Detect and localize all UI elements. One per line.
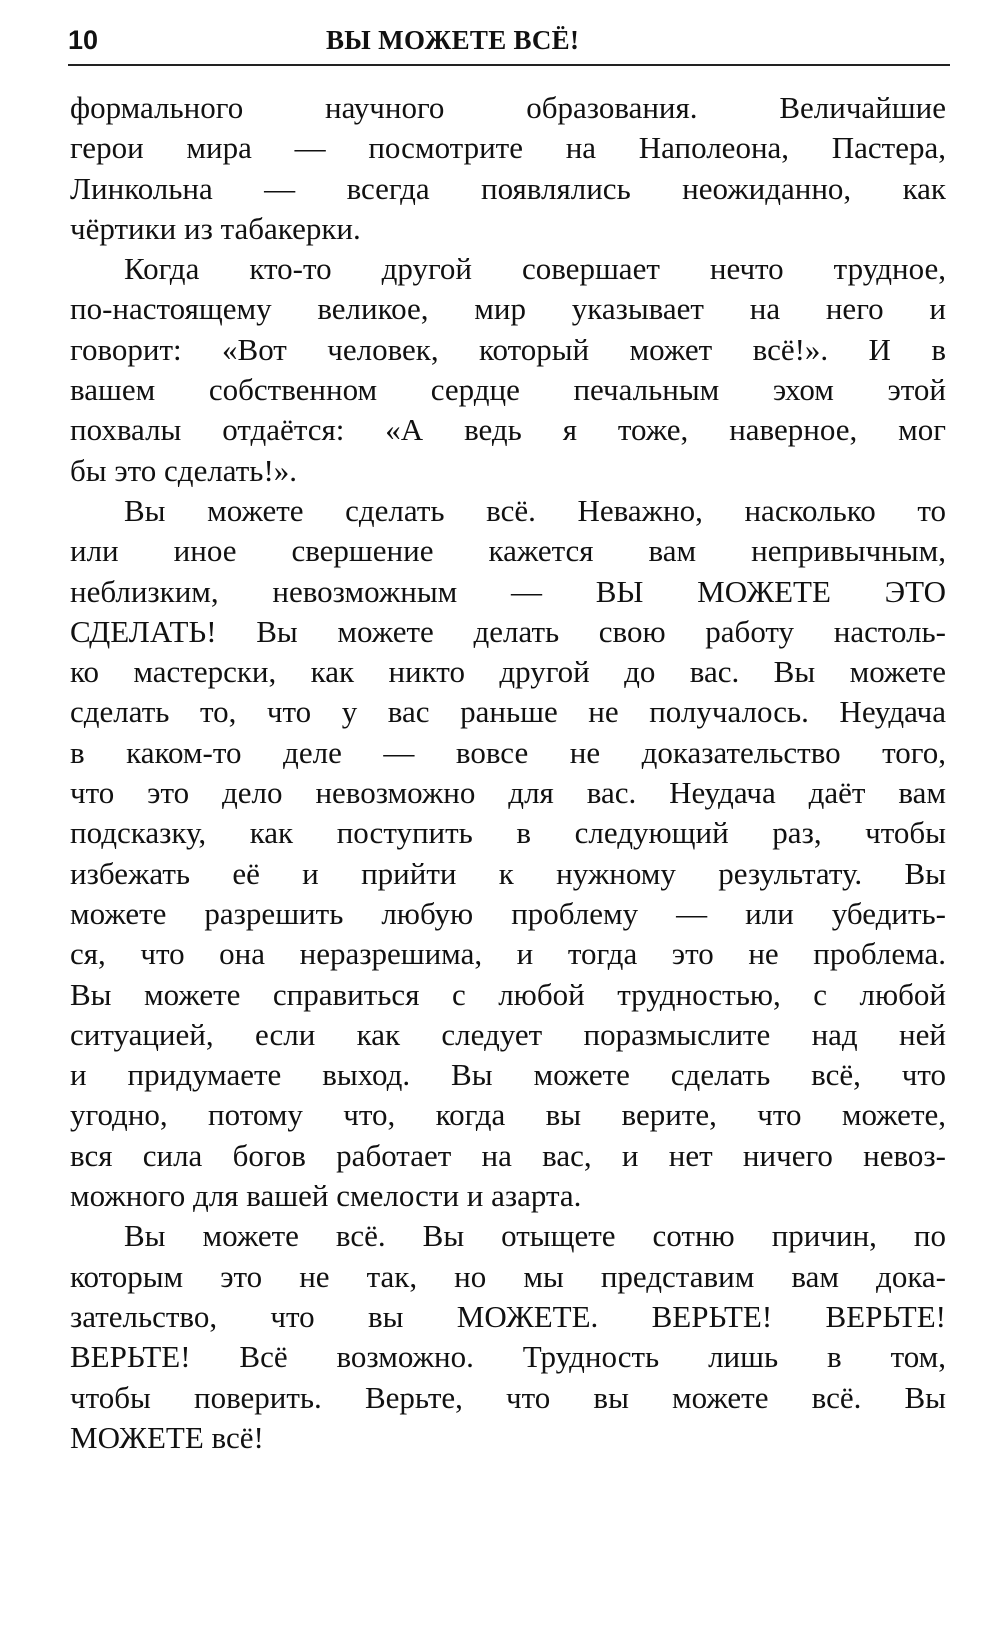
text-line: СДЕЛАТЬ! Вы можете делать свою работу настоль- [70,613,946,649]
text-line: чёртики из табакерки. [70,210,361,246]
text-line: зательство, что вы МОЖЕТЕ. ВЕРЬТЕ! ВЕРЬТЕ! [70,1298,946,1334]
text-line: Вы можете всё. Вы отыщете сотню причин, по [124,1218,946,1254]
text-line: подсказку, как поступить в следующий раз, чтобы [70,815,946,851]
text-line: ситуацией, если как следует поразмыслите над ней [70,1016,946,1052]
text-line: Когда кто-то другой совершает нечто трудное, [124,251,946,287]
text-line: или иное свершение кажется вам непривычным, [70,533,946,569]
text-line: ся, что она неразрешима, и тогда это не проблема. [70,936,946,972]
text-line: можного для вашей смелости и азарта. [70,1178,582,1214]
text-line: формального научного образования. Величайшие [70,90,946,125]
text-line: Линкольна — всегда появлялись неожиданно, как [70,170,946,206]
text-line: герои мира — посмотрите на Наполеона, Пастера, [70,130,946,166]
text-line: бы это сделать!». [70,452,298,488]
header-rule [68,64,950,66]
text-line: говорит: «Вот человек, который может всё!». И в [70,331,946,367]
text-line: которым это не так, но мы представим вам дока- [70,1258,946,1294]
text-line: МОЖЕТЕ всё! [70,1419,264,1455]
body-text [70,88,946,1458]
text-line: по-настоящему великое, мир указывает на него и [70,291,946,327]
running-head [68,22,950,62]
text-line: неблизким, невозможным — ВЫ МОЖЕТЕ ЭТО [70,573,946,609]
text-line: вся сила богов работает на вас, и нет ничего невоз- [70,1137,946,1173]
text-line: угодно, потому что, когда вы верите, что можете, [70,1097,946,1133]
text-line: чтобы поверить. Верьте, что вы можете всё. Вы [70,1379,946,1415]
text-line: и придумаете выход. Вы можете сделать всё, что [70,1057,946,1093]
text-line: можете разрешить любую проблему — или убедить- [70,895,946,931]
text-line: сделать то, что у вас раньше не получалось. Неудача [70,694,946,730]
text-line: что это дело невозможно для вас. Неудача даёт вам [70,775,946,811]
text-line: Вы можете справиться с любой трудностью, с любой [70,976,946,1012]
text-line: ВЕРЬТЕ! Всё возможно. Трудность лишь в том, [70,1339,946,1375]
page-number: 10 [68,25,99,55]
text-line: ко мастерски, как никто другой до вас. Вы можете [70,654,946,690]
text-line: в каком-то деле — вовсе не доказательство того, [70,734,946,770]
text-line: избежать её и прийти к нужному результату. Вы [70,855,946,891]
text-line: похвалы отдаётся: «А ведь я тоже, наверное, мог [70,412,946,448]
text-line: Вы можете сделать всё. Неважно, насколько то [124,492,946,528]
running-title: ВЫ МОЖЕТЕ ВСЁ! [326,25,580,55]
text-line: вашем собственном сердце печальным эхом этой [70,372,946,408]
